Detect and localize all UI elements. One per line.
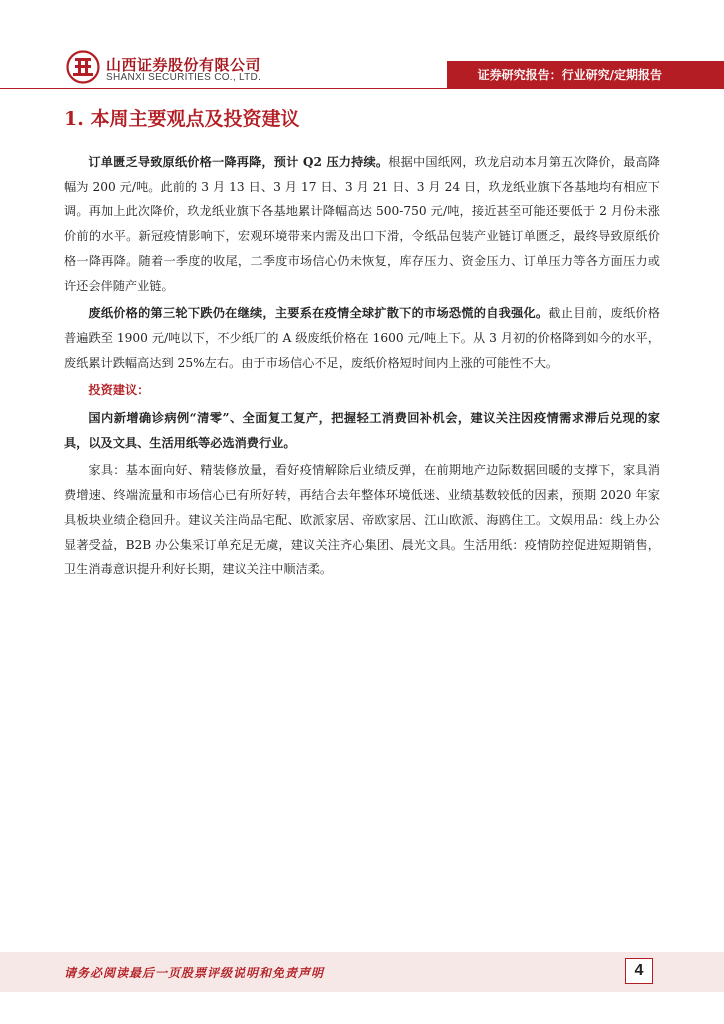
invest-heading-line: [64, 378, 660, 403]
invest-heading: 投资建议：: [88, 383, 150, 398]
paragraph-sector-picks: 家具：基本面向好、精装修放量，看好疫情解除后业绩反弹，在前期地产边际数据回暖的支撑下，家具消费增速、终端流量和市场信心已有所好转，再结合去年整体环境低迷、业绩基数较低的因素，预期 2020 年家具板块业绩企稳回升。建议关注尚品宅配、欧派家居、帝欧家居、江山欧派、海鸥住工。文娱用品：线上办公显著受益，B2B 办公集采订单充足无虞，建议关注齐心集团、晨光文具。生活用纸：疫情防控促进短期销售，卫生消毒意识提升利好长期，建议关注中顺洁柔。: [64, 463, 660, 577]
paragraph-lead: 订单匮乏导致原纸价格一降再降，预计 Q2 压力持续。: [88, 155, 389, 169]
paragraph-invest-summary: 国内新增确诊病例“清零”、全面复工复产，把握轻工消费回补机会，建议关注因疫情需求滞后兑现的家具，以及文具、生活用纸等必选消费行业。: [64, 411, 660, 450]
main-content: [64, 150, 660, 585]
paragraph-paper-price: [64, 150, 660, 298]
header-divider: [0, 88, 724, 89]
paragraph-lead: 废纸价格的第三轮下跌仍在继续，主要系在疫情全球扩散下的市场恐慌的自我强化。: [88, 306, 549, 321]
shanxi-securities-logo-icon: [66, 50, 100, 84]
footer-disclaimer: 请务必阅读最后一页股票评级说明和免责声明: [64, 966, 325, 980]
paragraph-body: 根据中国纸网，玖龙启动本月第五次降价，最高降幅为 200 元/吨。此前的 3 月 13 日、3 月 17 日、3 月 21 日、3 月 24 日，玖龙纸业旗下各基地均有相应下调。再加上此次降价，玖龙纸业旗下各基地累计降幅高达 500-750 元/吨，接近甚至可能还要低于 2 月份未涨价前的水平。新冠疫情影响下，宏观环境带来内需及出口下滑，令纸品包装产业链订单匮乏，最终导致原纸价格一降再降。随着一季度的收尾，二季度市场信心仍未恢复，库存压力、资金压力、订单压力等各方面压力或许还会伴随产业链。: [64, 155, 660, 293]
section-title: 1. 本周主要观点及投资建议: [64, 108, 300, 130]
page-header: [0, 0, 724, 92]
report-type-label: 证券研究报告：行业研究/定期报告: [477, 68, 662, 82]
paragraph-body: 截止目前，废纸价格普遍跌至 1900 元/吨以下，不少纸厂的 A 级废纸价格在 1600 元/吨上下。从 3 月初的价格降到如今的水平，废纸累计跌幅高达到 25%左右。由于市场信心不足，废纸价格短时间内上涨的可能性不大。: [64, 306, 660, 370]
company-name-en: SHANXI SECURITIES CO., LTD.: [106, 72, 262, 83]
page-number: 4: [625, 958, 653, 984]
company-name-cn: 山西证券股份有限公司: [106, 56, 262, 74]
paragraph-waste-paper: [64, 301, 660, 375]
